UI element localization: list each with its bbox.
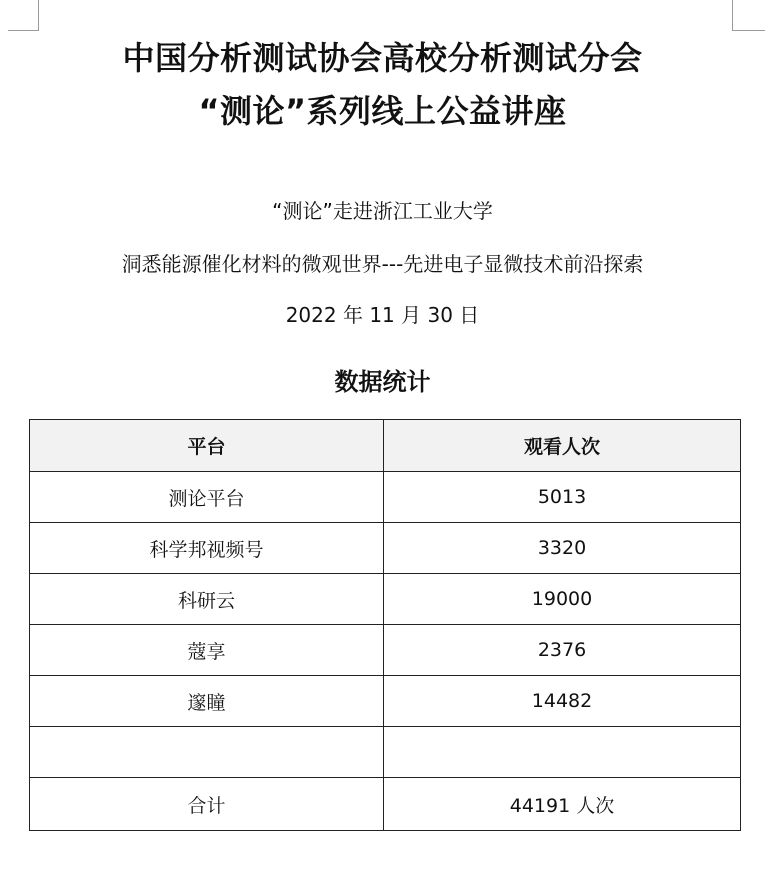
views-cell: 19000 [384, 574, 741, 625]
document-title-line1: 中国分析测试协会高校分析测试分会 [122, 39, 643, 77]
views-cell [384, 727, 741, 778]
platform-cell: 蔻享 [30, 625, 384, 676]
statistics-table [29, 419, 741, 831]
total-label-cell: 合计 [30, 778, 384, 831]
table-row [30, 523, 741, 574]
table-row [30, 625, 741, 676]
section-title: 数据统计 [334, 368, 431, 396]
views-cell: 2376 [384, 625, 741, 676]
lecture-topic: 洞悉能源催化材料的微观世界---先进电子显微技术前沿探索 [121, 252, 644, 276]
lecture-subtitle: “测论”走进浙江工业大学 [272, 199, 493, 223]
column-header-views: 观看人次 [384, 420, 741, 472]
table-row [30, 472, 741, 523]
table-header-row [30, 420, 741, 472]
views-cell: 14482 [384, 676, 741, 727]
table-row-empty [30, 727, 741, 778]
page-corner-mark-right [732, 0, 765, 31]
views-cell: 3320 [384, 523, 741, 574]
platform-cell [30, 727, 384, 778]
total-value-cell: 44191 人次 [384, 778, 741, 831]
page-corner-mark-left [8, 0, 39, 31]
lecture-date: 2022 年 11 月 30 日 [285, 303, 480, 327]
document-title-line2: “测论”系列线上公益讲座 [198, 92, 567, 130]
column-header-platform: 平台 [30, 420, 384, 472]
table-row [30, 574, 741, 625]
platform-cell: 邃瞳 [30, 676, 384, 727]
views-cell: 5013 [384, 472, 741, 523]
platform-cell: 科学邦视频号 [30, 523, 384, 574]
table-row [30, 676, 741, 727]
platform-cell: 测论平台 [30, 472, 384, 523]
table-total-row [30, 778, 741, 831]
platform-cell: 科研云 [30, 574, 384, 625]
